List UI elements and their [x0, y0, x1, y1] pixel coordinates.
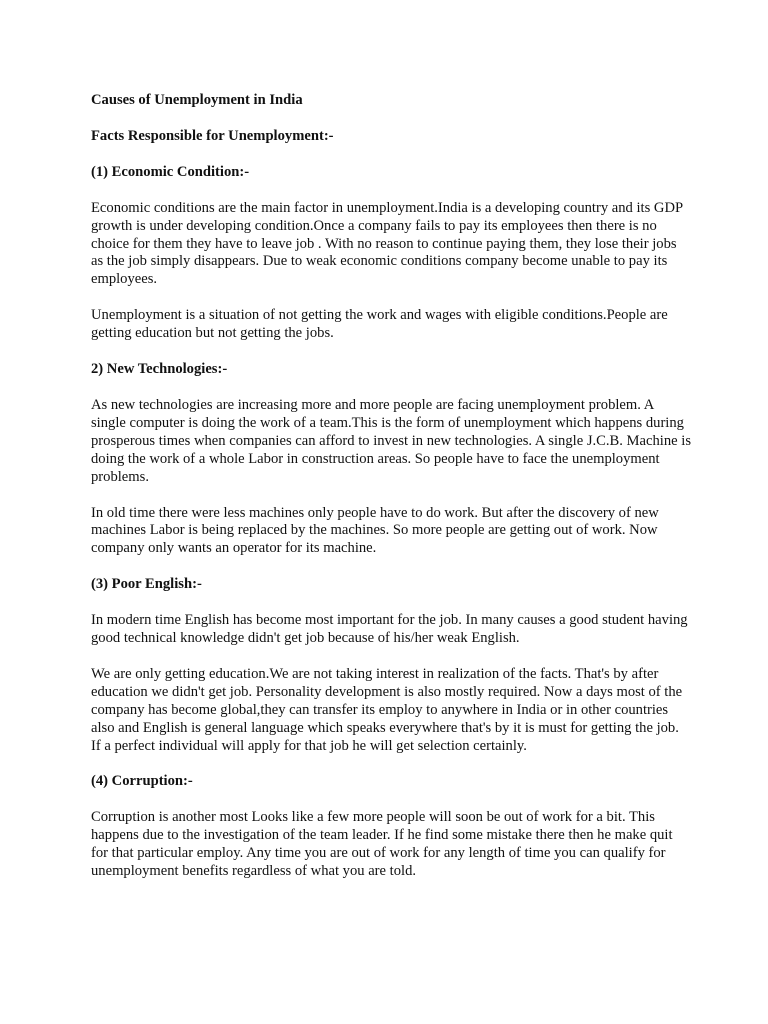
section-heading-economic-condition: (1) Economic Condition:- [91, 163, 250, 180]
section-heading-new-technologies: 2) New Technologies:- [91, 361, 228, 378]
section-paragraph: In old time there were less machines only people have to do work. But after the discovery of new machines Labor is being replaced by the machines. So more people are getting out of work. Now company only wants an operator for its machine. [91, 504, 659, 557]
section-paragraph: As new technologies are increasing more and more people are facing unemployment problem. A single computer is doing the work of a team.This is the form of unemployment which happens during prosperous times when companies can afford to invest in new technologies. A single J.C.B. Machine is doing the work of a whole Labor in construction areas. So people have to face the unemployment problems. [91, 396, 691, 485]
section-paragraph: Unemployment is a situation of not getting the work and wages with eligible conditions.People are getting education but not getting the jobs. [91, 307, 668, 342]
section-paragraph: Corruption is another most Looks like a few more people will soon be out of work for a bit. This happens due to the investigation of the team leader. If he find some mistake there then he make quit for that particular employ. Any time you are out of work for any length of time you can qualify for unemployment benefits regardless of what you are told. [91, 809, 673, 880]
section-paragraph: We are only getting education.We are not taking interest in realization of the facts. That's by after education we didn't get job. Personality development is also mostly required. Now a days most of the company has become global,they can transfer its employ to anywhere in India or in other countries also and English is general language which speaks everywhere that's by it is must for getting the job. If a perfect individual will apply for that job he will get selection certainly. [91, 665, 683, 754]
section-paragraph: Economic conditions are the main factor in unemployment.India is a developing country and its GDP growth is under developing condition.Once a company fails to pay its employees then there is no choice for them they have to leave job . With no reason to continue paying them, they lose their jobs as the job simply disappears. Due to weak economic conditions company become unable to pay its employees. [91, 199, 683, 288]
document-subtitle: Facts Responsible for Unemployment:- [91, 127, 334, 144]
section-paragraph: In modern time English has become most important for the job. In many causes a good student having good technical knowledge didn't get job because of his/her weak English. [91, 612, 688, 647]
document-body [91, 92, 691, 881]
section-heading-poor-english: (3) Poor English:- [91, 576, 202, 593]
section-heading-corruption: (4) Corruption:- [91, 773, 193, 790]
document-title: Causes of Unemployment in India [91, 92, 303, 108]
